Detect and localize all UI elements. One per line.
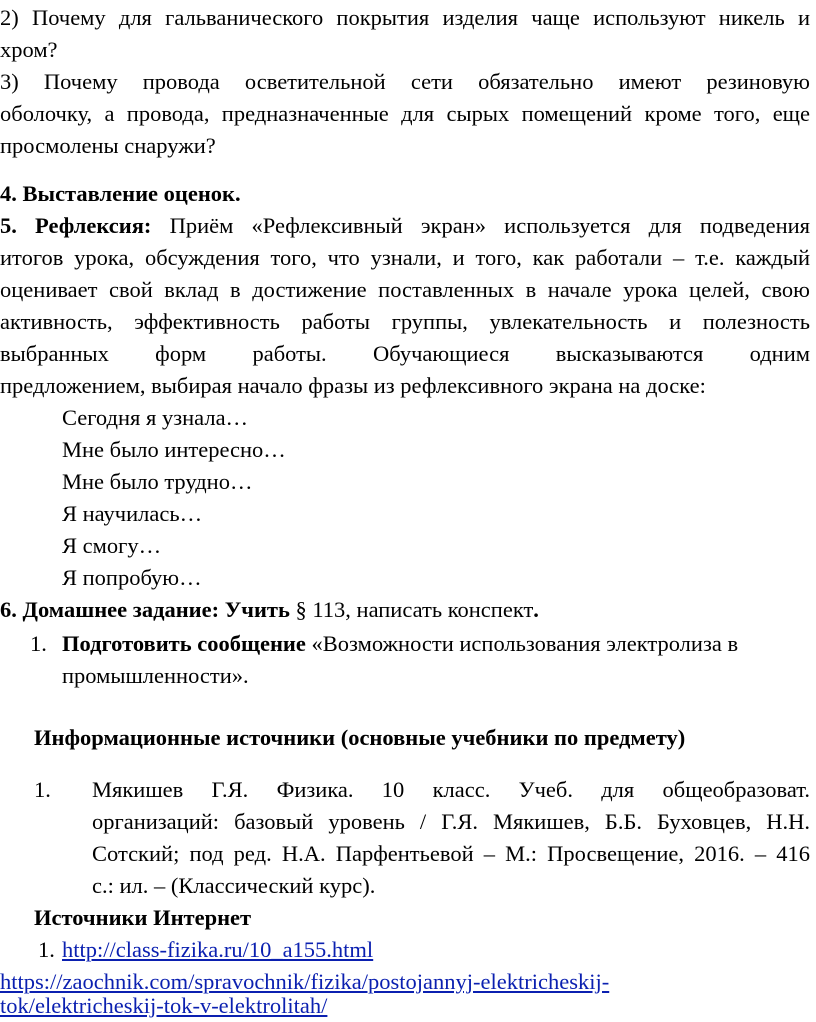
homework-item-line-2: промышленности». [62, 663, 249, 688]
section-5-line-5: выбранных форм работы. Обучающиеся высказываются одним [0, 341, 810, 366]
reflection-phrase: Я научилась… [62, 501, 203, 526]
section-5-line-6: предложением, выбирая начало фразы из рефлексивного экрана на доске: [0, 373, 706, 398]
link-2-line-2[interactable]: tok/elektricheskij-tok-v-elektrolitah/ [0, 993, 328, 1018]
section-5-heading: 5. Рефлексия: [0, 213, 152, 238]
section-4-heading: 4. Выставление оценок. [0, 181, 241, 206]
section-6-dot: . [533, 597, 539, 622]
reflection-phrase: Мне было интересно… [62, 437, 286, 462]
reflection-phrase: Мне было трудно… [62, 469, 253, 494]
section-5-line-1-text: Приём «Рефлексивный экран» используется для подведения [169, 213, 811, 238]
homework-item [62, 628, 738, 660]
section-6-heading: 6. Домашнее задание: Учить [0, 597, 290, 622]
sources-heading: Информационные источники (основные учебники по предмету) [34, 725, 686, 750]
reflection-phrase: Сегодня я узнала… [62, 405, 249, 430]
book-number: 1. [34, 777, 51, 802]
question-3-line-3: просмолены снаружи? [0, 133, 216, 158]
internet-heading: Источники Интернет [34, 905, 252, 930]
link-2-line-1[interactable]: https://zaochnik.com/spravochnik/fizika/postojannyj-elektricheskij- [0, 969, 610, 994]
book-line-2: организаций: базовый уровень / Г.Я. Мякишев, Б.Б. Буховцев, Н.Н. [92, 809, 810, 834]
book-line-1: Мякишев Г.Я. Физика. 10 класс. Учеб. для общеобразоват. [92, 777, 810, 802]
section-6-text: § 113, написать конспект [295, 597, 534, 622]
book-line-3: Сотский; под ред. Н.А. Парфентьевой – М.: Просвещение, 2016. – 416 [92, 841, 810, 866]
question-3-line-2: оболочку, а провода, предназначенные для сырых помещений кроме того, еще [0, 101, 810, 126]
section-5-line-1 [0, 210, 810, 242]
question-3-line-1: 3) Почему провода осветительной сети обязательно имеют резиновую [0, 69, 810, 94]
question-2-line-2: хром? [0, 37, 58, 62]
homework-item-text: «Возможности использования электролиза в [311, 631, 739, 656]
link-2-continued[interactable] [0, 990, 327, 1022]
question-2-line-1: 2) Почему для гальванического покрытия изделия чаще используют никель и [0, 5, 810, 30]
section-5-line-3: оценивает свой вклад в достижение поставленных в начале урока целей, свою [0, 277, 810, 302]
book-line-4: с.: ил. – (Классический курс). [92, 873, 376, 898]
reflection-phrase: Я смогу… [62, 533, 162, 558]
homework-item-bold: Подготовить сообщение [62, 631, 306, 656]
reflection-phrase: Я попробую… [62, 565, 202, 590]
section-5-line-2: итогов урока, обсуждения того, что узнали, и того, как работали – т.е. каждый [0, 245, 810, 270]
homework-item-number: 1. [30, 631, 47, 656]
link-1-number: 1. [38, 937, 55, 962]
section-6-line [0, 594, 539, 626]
section-5-line-4: активность, эффективность работы группы, увлекательность и полезность [0, 309, 810, 334]
link-1[interactable]: http://class-fizika.ru/10_a155.html [62, 937, 374, 962]
